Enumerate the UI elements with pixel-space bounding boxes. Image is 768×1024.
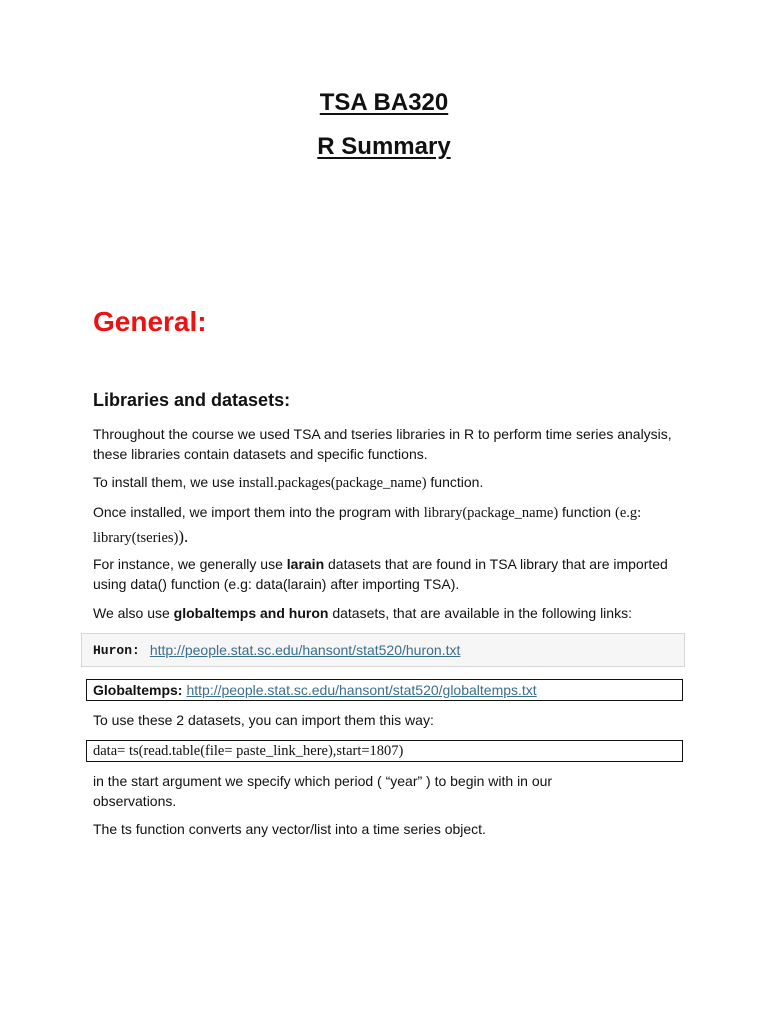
code-example-box: data= ts(read.table(file= paste_link_here),start=1807) bbox=[86, 740, 683, 762]
document-subtitle: R Summary bbox=[317, 133, 451, 160]
paragraph-intro: Throughout the course we used TSA and tseries libraries in R to perform time series analysis, these libraries contain datasets and specific functions. bbox=[93, 426, 672, 462]
paragraph-import-way: To use these 2 datasets, you can import them this way: bbox=[93, 712, 434, 728]
globaltemps-link[interactable]: http://people.stat.sc.edu/hansont/stat520/globaltemps.txt bbox=[186, 682, 537, 698]
paragraph-install bbox=[93, 472, 683, 493]
larain-text-post: datasets that are found in TSA library that are imported using data() function (e.g: data(larain) after importing TSA). bbox=[93, 556, 668, 592]
globaltemps-link-box bbox=[86, 679, 683, 701]
import-text-pre: Once installed, we import them into the program with bbox=[93, 504, 424, 520]
paragraph-start-argument: in the start argument we specify which period ( “year” ) to begin with in our observations. bbox=[93, 773, 553, 809]
install-code: install.packages(package_name) bbox=[238, 475, 427, 491]
also-use-post: datasets, that are available in the following links: bbox=[328, 605, 632, 621]
huron-label: Huron: bbox=[93, 642, 140, 658]
larain-text-pre: For instance, we generally use bbox=[93, 556, 287, 572]
install-text-post: function. bbox=[426, 474, 484, 490]
import-code: library(package_name) bbox=[423, 505, 559, 521]
paragraph-also-use bbox=[93, 603, 713, 623]
subheading-libraries-datasets: Libraries and datasets: bbox=[93, 390, 291, 410]
also-use-pre: We also use bbox=[93, 605, 174, 621]
import-example-close: ). bbox=[178, 527, 189, 546]
larain-bold: larain bbox=[286, 556, 325, 572]
also-use-bold: globaltemps and huron bbox=[173, 605, 329, 621]
install-text-pre: To install them, we use bbox=[93, 474, 239, 490]
paragraph-larain bbox=[93, 554, 683, 594]
section-heading-general: General: bbox=[93, 306, 207, 337]
import-text-post: function bbox=[558, 504, 615, 520]
huron-link-box bbox=[81, 633, 685, 667]
globaltemps-label: Globaltemps: bbox=[93, 682, 183, 698]
paragraph-import bbox=[93, 501, 683, 550]
paragraph-ts-function: The ts function converts any vector/list into a time series object. bbox=[93, 821, 486, 837]
document-title: TSA BA320 bbox=[319, 89, 449, 116]
huron-link[interactable]: http://people.stat.sc.edu/hansont/stat520/huron.txt bbox=[149, 642, 461, 658]
import-example: (e.g: library(tseries) bbox=[93, 505, 642, 546]
